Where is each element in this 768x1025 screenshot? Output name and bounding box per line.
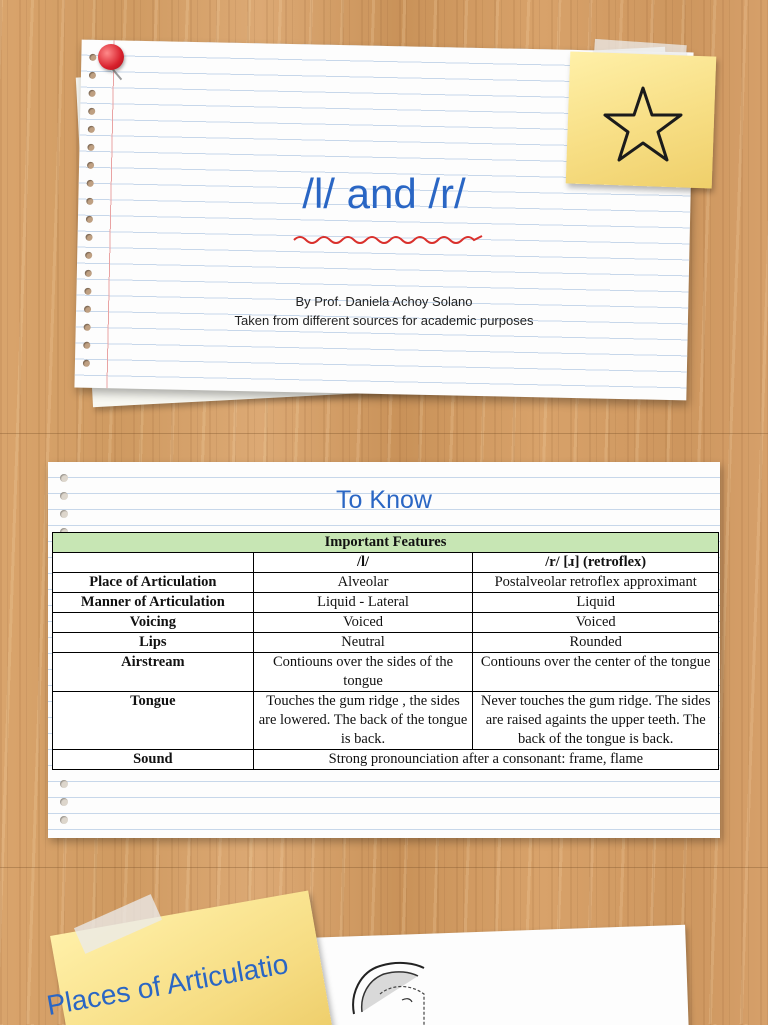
cell-l: Touches the gum ridge , the sides are lowered. The back of the tongue is back.: [253, 692, 473, 750]
slide-3: [0, 867, 768, 1025]
cell-r: Liquid: [473, 593, 719, 613]
table-row: [53, 593, 719, 613]
source-line: Taken from different sources for academic purposes: [234, 313, 534, 328]
push-pin-icon: [98, 44, 124, 70]
row-label: Place of Articulation: [53, 573, 254, 593]
table-caption: Important Features: [53, 533, 719, 553]
row-label: Manner of Articulation: [53, 593, 254, 613]
cell-r: Contiouns over the center of the tongue: [473, 653, 719, 692]
row-label: Voicing: [53, 613, 254, 633]
table-row: [53, 613, 719, 633]
cell-l: Contiouns over the sides of the tongue: [253, 653, 473, 692]
row-label: Airstream: [53, 653, 254, 692]
column-header-l: /l/: [253, 553, 473, 573]
author-line: By Prof. Daniela Achoy Solano: [295, 294, 473, 309]
features-table: [52, 532, 719, 770]
table-caption-row: [53, 533, 719, 553]
row-label: Tongue: [53, 692, 254, 750]
table-header-row: [53, 553, 719, 573]
cell-l: Neutral: [253, 633, 473, 653]
slide-2: [0, 433, 768, 867]
cell-r: Never touches the gum ridge. The sides are raised againts the upper teeth. The back of the tongue is back.: [473, 692, 719, 750]
column-header-r: /r/ [ɹ] (retroflex): [473, 553, 719, 573]
table-row: [53, 692, 719, 750]
cell-l: Voiced: [253, 613, 473, 633]
table-row: [53, 573, 719, 593]
slide-title: To Know: [336, 486, 432, 514]
star-icon: [600, 84, 686, 164]
table-row: [53, 750, 719, 770]
cell-merged: Strong pronounciation after a consonant: frame, flame: [253, 750, 718, 770]
cell-l: Liquid - Lateral: [253, 593, 473, 613]
slide-subtitle: [0, 292, 768, 330]
column-header: [53, 553, 254, 573]
cell-l: Alveolar: [253, 573, 473, 593]
slide-title: Places of Articulatio: [44, 948, 291, 1022]
cell-r: Rounded: [473, 633, 719, 653]
row-label: Sound: [53, 750, 254, 770]
table-row: [53, 653, 719, 692]
title-clip: [0, 868, 318, 1025]
red-squiggle-underline: [292, 232, 484, 246]
slide-1: [0, 0, 768, 432]
cell-r: Postalveolar retroflex approximant: [473, 573, 719, 593]
cell-r: Voiced: [473, 613, 719, 633]
vocal-tract-drawing: [340, 954, 480, 1025]
table-row: [53, 633, 719, 653]
row-label: Lips: [53, 633, 254, 653]
slide-title: /l/ and /r/: [302, 170, 466, 217]
